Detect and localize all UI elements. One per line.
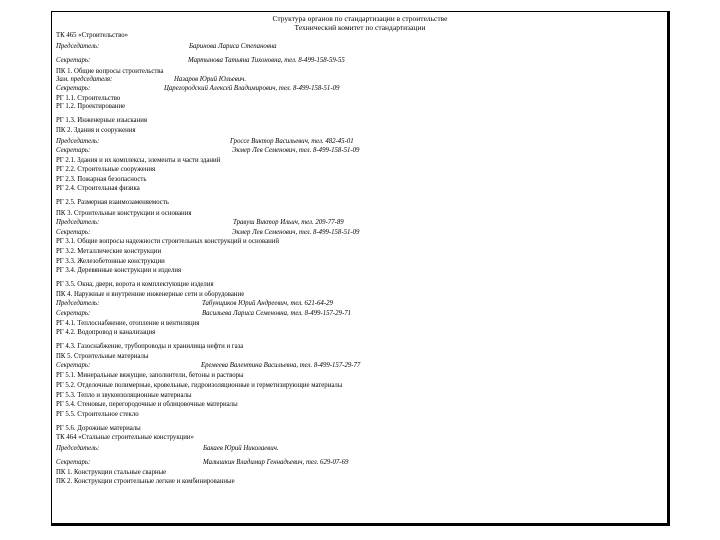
role-label: Секретарь: xyxy=(56,147,91,154)
chair-line xyxy=(56,43,277,51)
working-group-item: РГ 2.3. Пожарная безопасность xyxy=(56,176,147,183)
person-value: Еремеева Валентина Васильевна, тел. 8-499-157-29-77 xyxy=(201,362,361,369)
role-label: Председатель: xyxy=(56,138,100,145)
person-value: Баринова Лариса Степановна xyxy=(189,43,277,50)
subcommittee-heading: ПК 3. Строительные конструкции и основания xyxy=(56,210,192,217)
chair-line xyxy=(56,219,344,227)
person-value: Экмер Лев Семенович, тел. 8-499-158-51-09 xyxy=(232,147,360,154)
working-group-item: РГ 5.6. Дорожные материалы xyxy=(56,425,141,432)
person-value: Бакаев Юрий Николаевич. xyxy=(203,445,279,452)
working-group-item: РГ 4.2. Водопровод и канализация xyxy=(56,329,156,336)
role-label: Секретарь: xyxy=(56,459,91,466)
working-group-item: РГ 2.1. Здания и их комплексы, элементы и части зданий xyxy=(56,157,221,164)
secretary-line xyxy=(56,310,352,318)
person-value: Царегородский Алексей Владимирович, тел. 8-499-158-51-09 xyxy=(164,85,340,92)
person-value: Экмер Лев Семенович, тел. 8-499-158-51-09 xyxy=(232,229,360,236)
subcommittee-heading: ПК 5. Строительные материалы xyxy=(56,353,149,360)
document-subtitle: Технический комитет по стандартизации xyxy=(294,23,426,32)
secretary-line xyxy=(56,147,360,155)
chair-line xyxy=(56,445,279,453)
working-group-item: РГ 5.1. Минеральные вяжущие, заполнители, бетоны и растворы xyxy=(56,372,244,379)
working-group-item: РГ 5.2. Отделочные полимерные, кровельные, гидроизоляционные и герметизирующие материалы xyxy=(56,382,343,389)
secretary-line xyxy=(56,57,345,65)
secretary-line xyxy=(56,85,340,93)
role-label: Председатель: xyxy=(56,445,100,452)
role-label: Председатель: xyxy=(56,219,100,226)
working-group-item: РГ 5.3. Тепло и звукоизоляционные материалы xyxy=(56,392,192,399)
person-value: Назаров Юрий Юльевич. xyxy=(174,76,247,83)
committee-heading: ТК 465 «Строительство» xyxy=(56,32,129,39)
role-label: Секретарь: xyxy=(56,310,91,317)
subcommittee-item: ПК 1. Конструкции стальные сварные xyxy=(56,469,167,476)
document-title: Структура органов по стандартизации в строительстве xyxy=(272,14,448,23)
role-label: Председатель: xyxy=(56,300,100,307)
working-group-item: РГ 2.2. Строительные сооружения xyxy=(56,166,156,173)
working-group-item: РГ 3.1. Общие вопросы надежности строительных конструкций и оснований xyxy=(56,238,280,245)
subcommittee-item: ПК 2. Конструкции строительные легкие и комбинированные xyxy=(56,478,235,485)
working-group-item: РГ 1.3. Инженерные изыскания xyxy=(56,117,147,124)
committee-heading: ТК 464 «Стальные строительные конструкции» xyxy=(56,434,194,441)
person-value: Травуш Виктор Ильич, тел. 209-77-89 xyxy=(233,219,344,226)
secretary-line xyxy=(56,459,349,467)
subcommittee-heading: ПК 2. Здания и сооружения xyxy=(56,127,136,134)
working-group-item: РГ 5.4. Стеновые, перегородочные и облицовочные материалы xyxy=(56,401,238,408)
role-label: Председатель: xyxy=(56,43,100,50)
secretary-line xyxy=(56,362,361,370)
working-group-item: РГ 5.5. Строительное стекло xyxy=(56,411,139,418)
working-group-item: РГ 2.4. Строительная физика xyxy=(56,185,140,192)
person-value: Гроссе Виктор Васильевич, тел. 482-45-01 xyxy=(230,138,354,145)
person-value: Табунщиков Юрий Андреевич, тел. 621-64-29 xyxy=(202,300,333,307)
secretary-line xyxy=(56,229,360,237)
subcommittee-heading: ПК 4. Наружные и внутренние инженерные сети и оборудование xyxy=(56,291,245,298)
working-group-item: РГ 3.3. Железобетонные конструкции xyxy=(56,258,165,265)
role-label: Секретарь: xyxy=(56,362,91,369)
working-group-item: РГ 3.4. Деревянные конструкции и изделия xyxy=(56,267,182,274)
working-group-item: РГ 3.5. Окна, двери, ворота и комплектующие изделия xyxy=(56,281,214,288)
role-label: Секретарь: xyxy=(56,85,91,92)
working-group-item: РГ 4.1. Теплоснабжение, отопление и вентиляция xyxy=(56,320,200,327)
person-value: Малышкин Владимир Геннадьевич, тел. 629-07-69 xyxy=(203,459,349,466)
role-label: Секретарь: xyxy=(56,229,91,236)
working-group-item: РГ 4.3. Газоснабжение, трубопроводы и хранилища нефти и газа xyxy=(56,343,244,350)
chair-line xyxy=(56,300,333,308)
working-group-item: РГ 3.2. Металлические конструкции xyxy=(56,248,162,255)
person-value: Васильева Лариса Семеновна, тел. 8-499-157-29-71 xyxy=(202,310,352,317)
role-label: Секретарь: xyxy=(56,57,91,64)
working-group-item: РГ 1.2. Проектирование xyxy=(56,103,126,110)
working-group-item: РГ 2.5. Размерная взаимозаменяемость xyxy=(56,199,169,206)
person-value: Мартынова Татьяна Тихоновна, тел. 8-499-158-59-55 xyxy=(188,57,345,64)
deputy-chair-line xyxy=(56,76,247,84)
subcommittee-heading: ПК 1. Общие вопросы строительства xyxy=(56,68,164,75)
working-group-item: РГ 1.1. Строительство xyxy=(56,95,121,102)
role-label: Зам. председателя: xyxy=(56,76,113,83)
chair-line xyxy=(56,138,354,146)
